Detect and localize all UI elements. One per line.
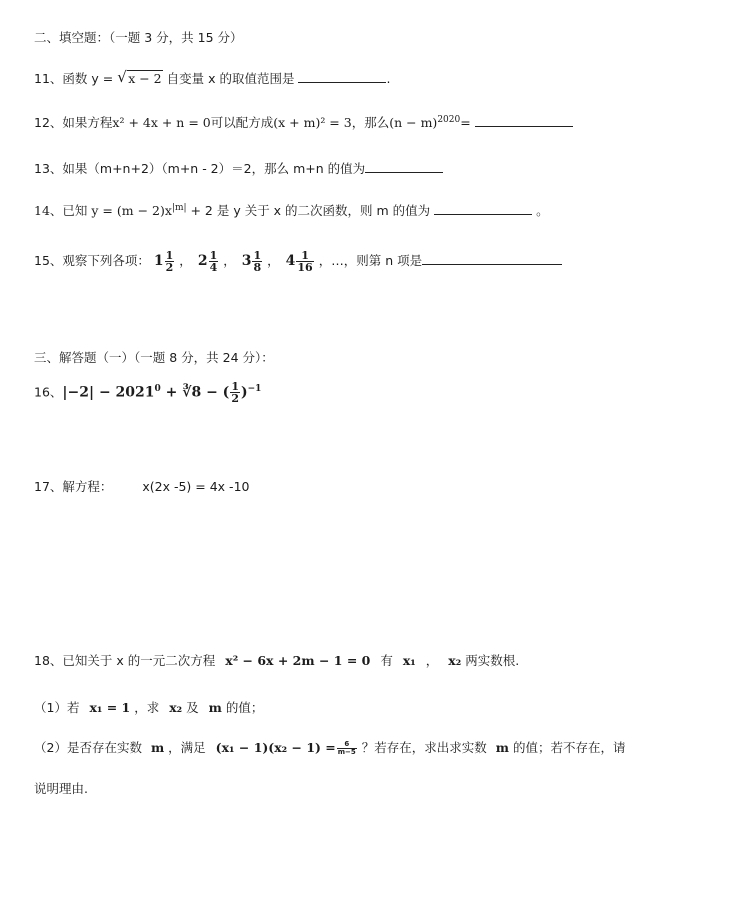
q18p1-mid: ，求 (134, 700, 160, 715)
q12-tail: ，那么 (351, 115, 390, 130)
q18p1-tail: 的值； (225, 700, 264, 715)
q18p2-fraction (337, 741, 357, 756)
q18p2-m2: m (495, 740, 510, 755)
q18p2-tail2: 的值；若不存在，请 (513, 740, 626, 755)
answer-blank-14[interactable] (434, 213, 532, 215)
q16-frac-den: 2 (231, 392, 239, 405)
term-whole: 2 (197, 253, 208, 269)
question-12 (34, 113, 573, 131)
sqrt-expression: √ x − 2 (117, 68, 162, 86)
sequence-term (241, 249, 263, 274)
answer-blank-13[interactable] (365, 171, 443, 173)
term-numerator: 1 (301, 249, 309, 262)
q15-tail: ，…，则第 n 项是 (318, 253, 423, 268)
q11-end: . (386, 71, 391, 86)
q14-end: 。 (536, 203, 549, 218)
q14-suffix: + 2 是 y 关于 x 的二次函数，则 m 的值为 (186, 203, 431, 218)
question-15 (34, 250, 562, 273)
term-whole: 1 (153, 253, 164, 269)
section3-title: 三、解答题（一）（一题 8 分，共 24 分）： (34, 350, 274, 365)
q14-exponent: |m| (171, 202, 187, 213)
term-fraction (296, 250, 313, 273)
q18p1-x2: x₂ (169, 700, 183, 715)
q16-part1: |−2| − 2021 (62, 384, 155, 401)
term-numerator: 1 (165, 249, 174, 262)
q16-fraction (230, 381, 240, 404)
q18p2-frac-num: 6 (344, 740, 350, 748)
q16-label: 16、 (34, 384, 63, 400)
question-18-part2 (34, 738, 626, 756)
q18p2-frac-den: m−5 (337, 748, 356, 756)
q18p2-mid: ，满足 (168, 740, 206, 755)
question-18-part2-line2: 说明理由. (34, 781, 88, 796)
q18-has: 有 (380, 653, 393, 668)
q17-label: 17、解方程： (34, 479, 113, 494)
question-16 (34, 381, 261, 404)
question-13 (34, 159, 443, 177)
question-18-part1 (34, 698, 263, 716)
q18-prefix: 18、已知关于 x 的一元二次方程 (34, 653, 216, 668)
answer-blank-11[interactable] (298, 81, 386, 83)
term-separator: ， (267, 253, 280, 268)
q18p2-m: m (150, 740, 165, 755)
q18p2-equation: (x₁ − 1)(x₂ − 1) = (215, 740, 336, 755)
q12-expression: (n − m) (389, 115, 438, 130)
q11-radicand: x − 2 (128, 71, 162, 86)
q12-eqsign: = (460, 115, 471, 130)
question-17 (34, 477, 249, 495)
q12-form: (x + m)² = 3 (273, 115, 352, 130)
section2-title: 二、填空题：（一题 3 分，共 15 分） (34, 30, 243, 45)
term-numerator: 1 (253, 249, 262, 262)
answer-blank-12[interactable] (475, 125, 573, 127)
q11-prefix: 11、函数 y = (34, 71, 118, 86)
term-denominator: 8 (253, 261, 262, 274)
q18-equation: x² − 6x + 2m − 1 = 0 (225, 653, 371, 668)
q18p2-prefix: （2）是否存在实数 (34, 740, 142, 755)
q18-comma: ， (425, 653, 439, 668)
q16-exp-neg1: −1 (247, 383, 262, 394)
question-18 (34, 651, 519, 669)
term-denominator: 2 (165, 261, 174, 274)
q14-prefix: 14、已知 y = (m − 2)x (34, 203, 172, 218)
q12-equation: x² + 4x + n = 0 (112, 115, 211, 130)
q18p2-tail1: ？若存在，求出求实数 (361, 740, 487, 755)
q11-suffix: 自变量 x 的取值范围是 (162, 71, 295, 86)
q15-prefix: 15、观察下列各项： (34, 253, 150, 268)
question-11 (34, 69, 390, 87)
term-fraction (165, 250, 175, 273)
q18-x2: x₂ (448, 653, 462, 668)
term-denominator: 16 (297, 261, 313, 274)
term-separator: ， (223, 253, 236, 268)
answer-blank-15[interactable] (422, 263, 562, 265)
q18p1-and: 及 (186, 700, 199, 715)
term-fraction (209, 250, 219, 273)
q12-exponent: 2020 (437, 114, 461, 125)
sequence-term (285, 249, 315, 274)
q13-text: 13、如果（m+n+2）（m+n - 2）＝2，那么 m+n 的值为 (34, 161, 366, 176)
q16-part3: ) (240, 384, 248, 401)
q12-prefix: 12、如果方程 (34, 115, 113, 130)
q12-mid: 可以配方成 (210, 115, 274, 130)
term-whole: 4 (285, 253, 296, 269)
term-separator: ， (179, 253, 192, 268)
sequence-term (197, 249, 219, 274)
term-fraction (252, 250, 262, 273)
term-whole: 3 (241, 253, 252, 269)
sequence-terms (153, 249, 319, 274)
term-numerator: 1 (209, 249, 218, 262)
q18p1-prefix: （1）若 (34, 700, 80, 715)
q16-part2: + ∛8 − ( (160, 384, 230, 401)
q17-equation: x(2x -5) = 4x -10 (142, 479, 250, 494)
q18-tail: 两实数根. (465, 653, 520, 668)
q18p1-equation: x₁ = 1 (89, 700, 131, 715)
question-14 (34, 201, 549, 219)
q16-frac-num: 1 (231, 380, 239, 393)
q18-x1: x₁ (402, 653, 416, 668)
q18p1-m: m (208, 700, 222, 715)
term-denominator: 4 (209, 261, 218, 274)
q16-exp0: 0 (154, 383, 161, 394)
sequence-term (153, 249, 175, 274)
